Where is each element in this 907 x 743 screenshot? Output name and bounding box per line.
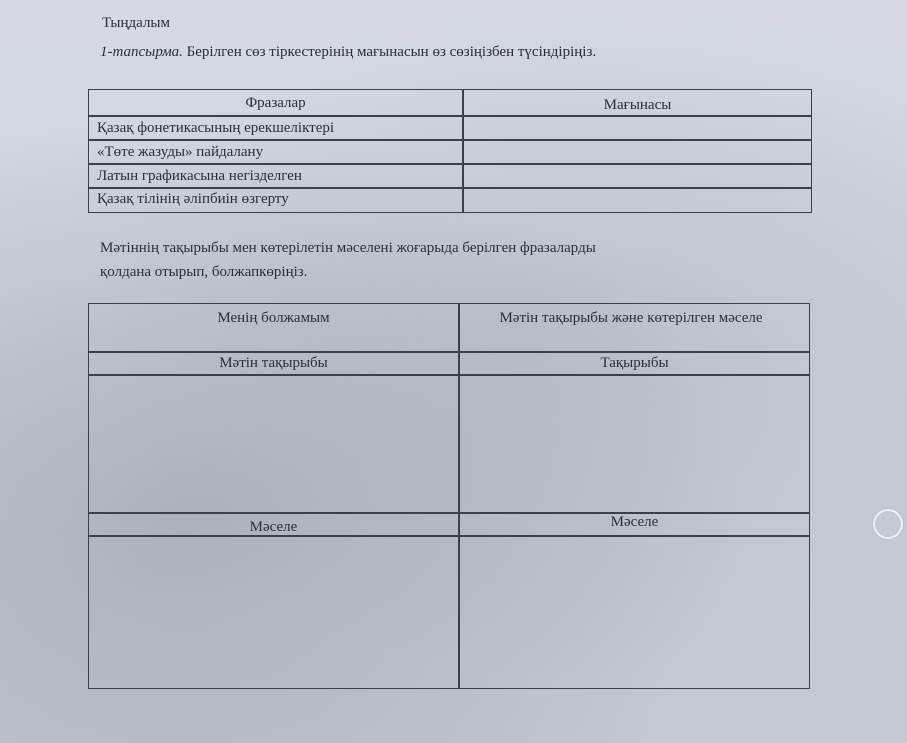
task-instruction: [100, 44, 596, 61]
meaning-blank-cell[interactable]: [464, 117, 811, 139]
circle-icon: [873, 509, 903, 539]
answer-topic-right[interactable]: [461, 377, 807, 511]
answer-issue-right[interactable]: [461, 538, 807, 686]
table-header-meaning: Мағынасы: [603, 97, 672, 113]
table-row-phrase: «Төте жазуды» пайдалану: [97, 144, 264, 160]
task-label: 1-тапсырма.: [100, 44, 183, 60]
table-header-phrases: Фразалар: [245, 95, 306, 111]
meaning-blank-cell[interactable]: [464, 165, 811, 187]
table-row-phrase: Латын графикасына негізделген: [97, 168, 302, 184]
answer-topic-left[interactable]: [91, 377, 456, 511]
label-text-topic: Мәтін тақырыбы: [219, 355, 328, 371]
meaning-blank-cell[interactable]: [464, 189, 811, 211]
phrases-table: [88, 89, 812, 213]
section-heading: Тыңдалым: [102, 15, 170, 31]
label-issue-left: Мәселе: [249, 519, 298, 535]
table-row-phrase: Қазақ тілінің әліпбиін өзгерту: [97, 191, 289, 207]
meaning-blank-cell[interactable]: [464, 141, 811, 163]
instruction-line-2: қолдана отырып, болжапкөріңіз.: [100, 264, 308, 280]
instruction-line-1: Мәтіннің тақырыбы мен көтерілетін мәселені жоғарыда берілген фразаларды: [100, 240, 596, 256]
header-my-prediction: Менің болжамым: [217, 310, 330, 326]
prediction-table: [88, 303, 810, 689]
answer-issue-left[interactable]: [91, 538, 456, 686]
label-topic: Тақырыбы: [600, 355, 669, 371]
task-text: Берілген сөз тіркестерінің мағынасын өз сөзіңізбен түсіндіріңіз.: [182, 44, 597, 60]
table-row-phrase: Қазақ фонетикасының ерекшеліктері: [97, 120, 335, 136]
prediction-instruction: [100, 236, 808, 284]
header-text-topic-and-issue: Мәтін тақырыбы және көтерілген мәселе: [499, 310, 763, 326]
label-issue-right: Мәселе: [610, 514, 659, 530]
